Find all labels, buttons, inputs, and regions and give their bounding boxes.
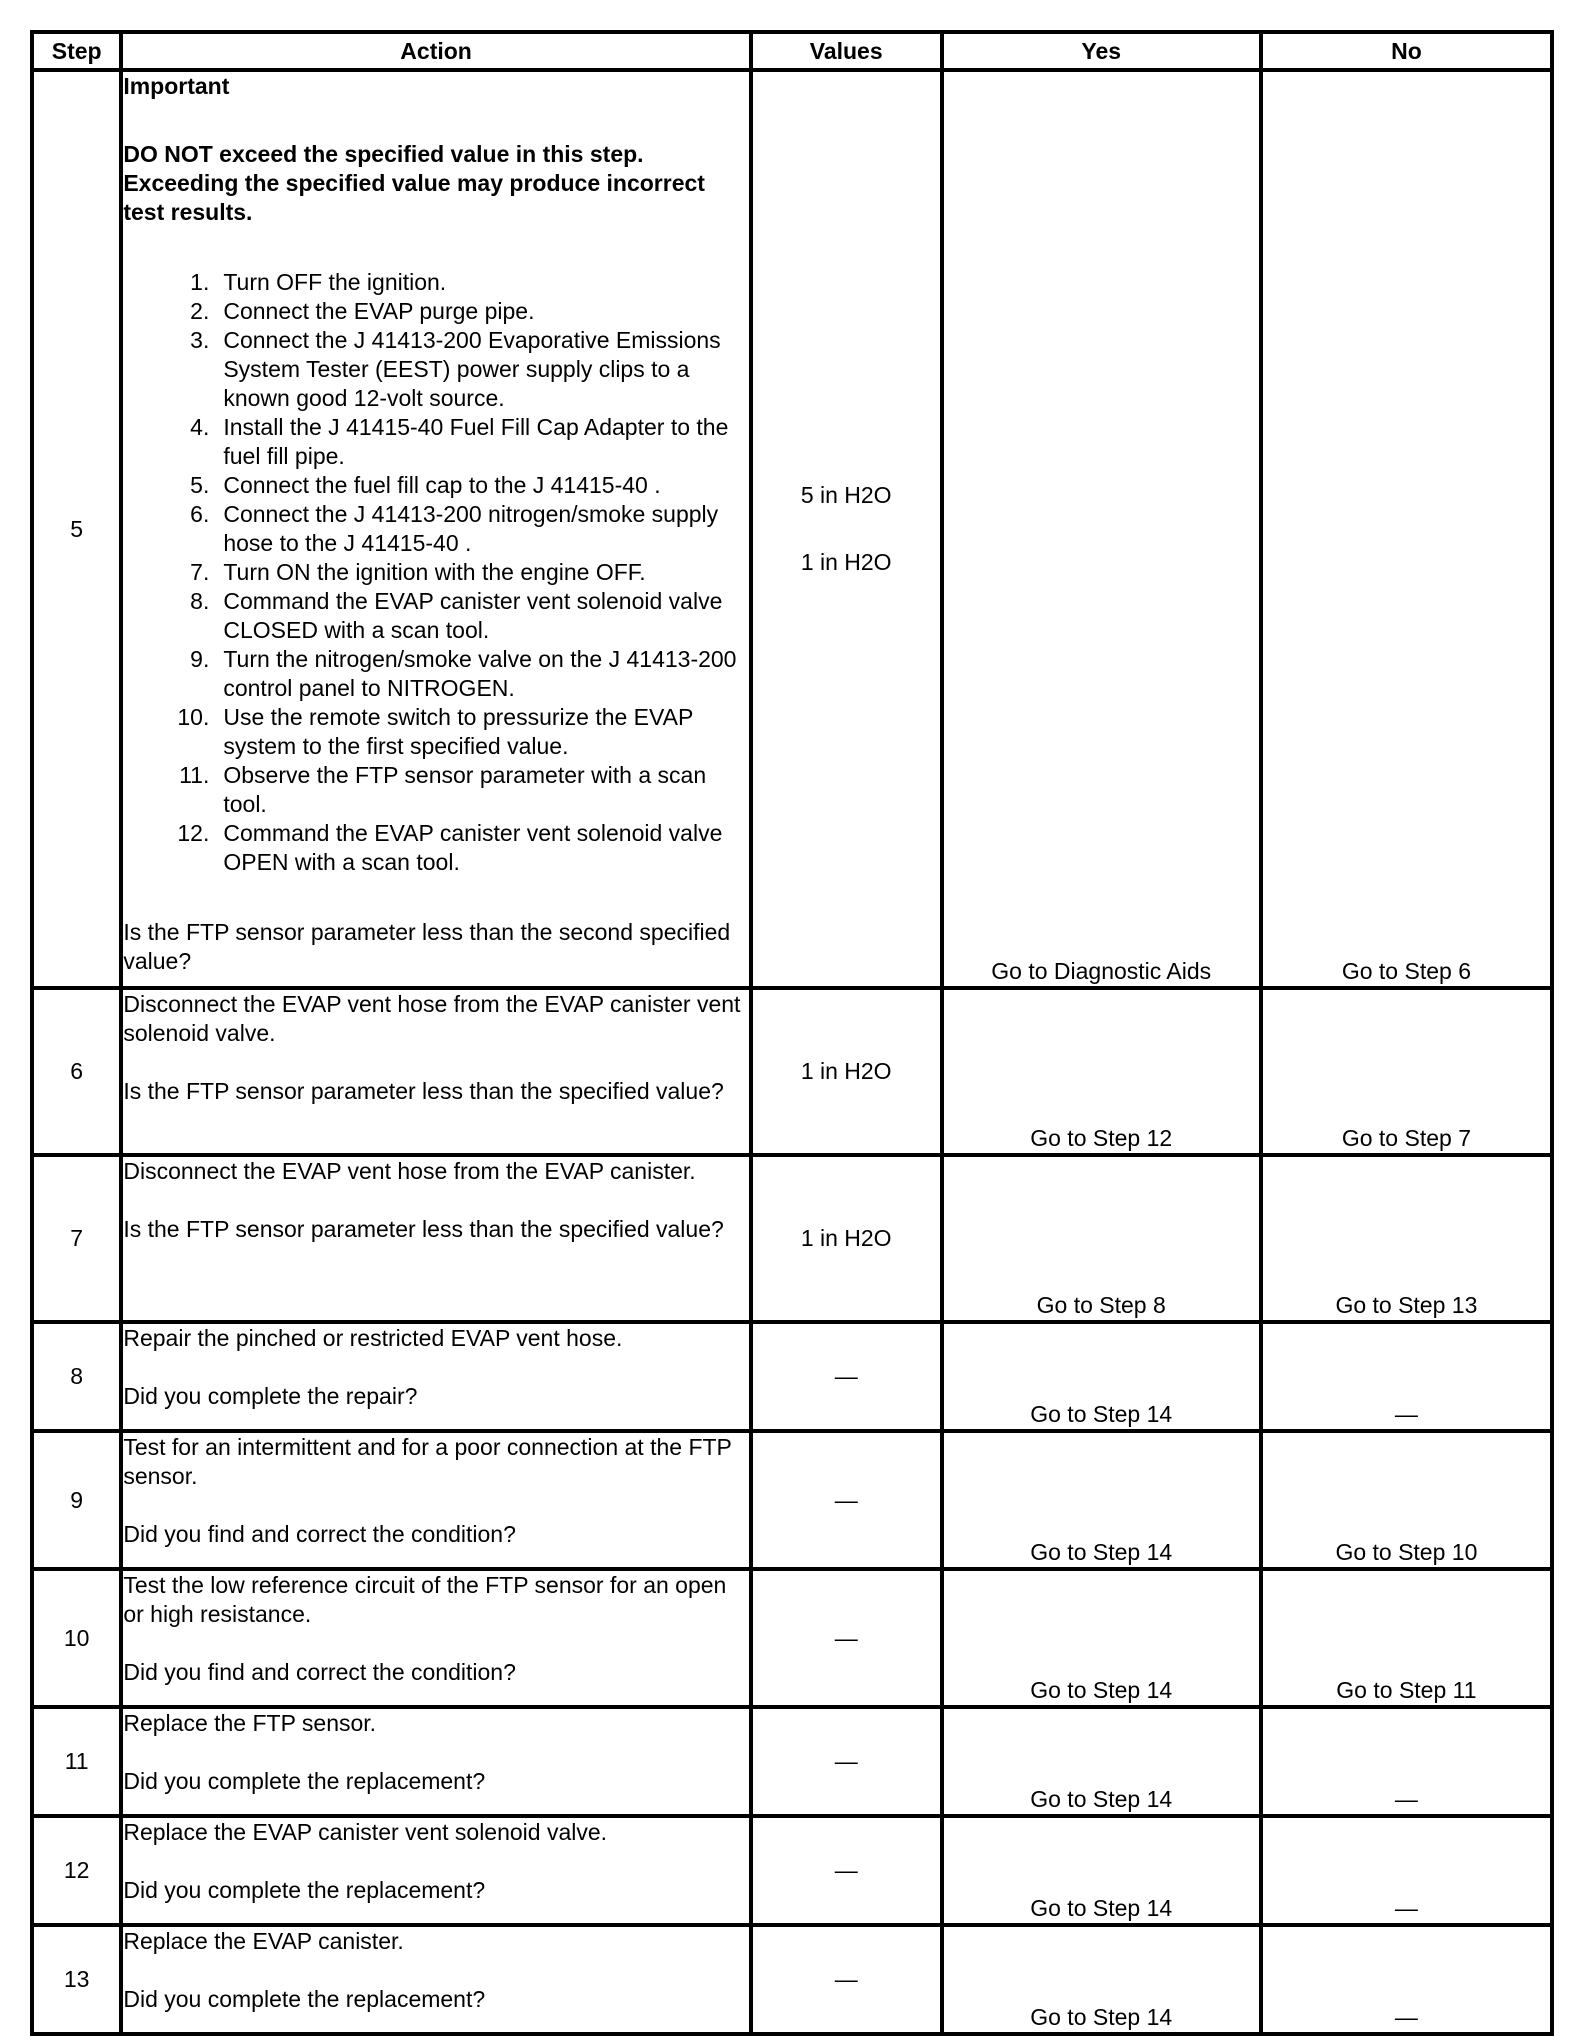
yes-cell: Go to Step 14	[942, 1322, 1261, 1431]
table-row	[32, 70, 1552, 988]
action-text: Repair the pinched or restricted EVAP vent hose.	[123, 1325, 623, 1351]
sub-step-number: 2.	[190, 298, 210, 324]
sub-step-text: Turn ON the ignition with the engine OFF.	[223, 559, 646, 585]
values-cell	[751, 70, 942, 988]
important-note: DO NOT exceed the specified value in this step. Exceeding the specified value may produce incorrect test results.	[123, 141, 705, 225]
step-number: 6	[32, 988, 121, 1155]
values-cell: —	[751, 1431, 942, 1569]
list-item	[123, 500, 748, 558]
list-item	[123, 703, 748, 761]
step-number: 13	[32, 1925, 121, 2034]
values-cell: —	[751, 1322, 942, 1431]
sub-step-text: Connect the EVAP purge pipe.	[223, 298, 535, 324]
yes-cell: Go to Step 8	[942, 1155, 1261, 1322]
table-row	[32, 1431, 1552, 1569]
step-number: 12	[32, 1816, 121, 1925]
table-row	[32, 1925, 1552, 2034]
action-text: Test for an intermittent and for a poor connection at the FTP sensor.	[123, 1434, 732, 1489]
sub-step-number: 12.	[177, 820, 210, 846]
action-cell	[121, 1155, 750, 1322]
sub-step-text: Command the EVAP canister vent solenoid valve CLOSED with a scan tool.	[223, 588, 723, 643]
header-no: No	[1261, 32, 1552, 70]
sub-step-number: 10.	[177, 704, 210, 730]
sub-step-number: 1.	[190, 269, 210, 295]
action-text: Disconnect the EVAP vent hose from the EVAP canister vent solenoid valve.	[123, 991, 741, 1046]
action-cell	[121, 1816, 750, 1925]
no-cell: Go to Step 13	[1261, 1155, 1552, 1322]
question-text: Did you complete the replacement?	[123, 1986, 486, 2012]
important-label: Important	[123, 73, 230, 99]
values-cell: 1 in H2O	[751, 988, 942, 1155]
diagnostic-table	[30, 30, 1554, 2036]
value-first: 5 in H2O	[800, 482, 892, 508]
header-row	[32, 32, 1552, 70]
action-text: Disconnect the EVAP vent hose from the EVAP canister.	[123, 1158, 696, 1184]
sub-step-text: Command the EVAP canister vent solenoid valve OPEN with a scan tool.	[223, 820, 723, 875]
yes-cell: Go to Step 14	[942, 1707, 1261, 1816]
step-number: 11	[32, 1707, 121, 1816]
yes-cell: Go to Step 14	[942, 1431, 1261, 1569]
step-number: 9	[32, 1431, 121, 1569]
action-cell	[121, 70, 750, 988]
no-cell: —	[1261, 1322, 1552, 1431]
sub-step-text: Connect the fuel fill cap to the J 41415-40 .	[223, 472, 661, 498]
table-row	[32, 1707, 1552, 1816]
list-item	[123, 471, 748, 500]
no-cell: Go to Step 10	[1261, 1431, 1552, 1569]
step-number: 5	[32, 70, 121, 988]
action-cell	[121, 988, 750, 1155]
action-cell	[121, 1322, 750, 1431]
yes-cell: Go to Step 12	[942, 988, 1261, 1155]
header-action: Action	[121, 32, 750, 70]
header-yes: Yes	[942, 32, 1261, 70]
values-cell: —	[751, 1569, 942, 1707]
no-cell: Go to Step 11	[1261, 1569, 1552, 1707]
question-text: Is the FTP sensor parameter less than the specified value?	[123, 1078, 724, 1104]
sub-step-number: 4.	[190, 414, 210, 440]
header-values: Values	[751, 32, 942, 70]
sub-step-text: Use the remote switch to pressurize the EVAP system to the first specified value.	[223, 704, 693, 759]
sub-step-list	[123, 268, 748, 877]
step-number: 8	[32, 1322, 121, 1431]
values-cell: —	[751, 1925, 942, 2034]
question-text: Did you complete the replacement?	[123, 1768, 486, 1794]
sub-step-number: 6.	[190, 501, 210, 527]
list-item	[123, 587, 748, 645]
values-cell: —	[751, 1816, 942, 1925]
action-text: Replace the FTP sensor.	[123, 1710, 377, 1736]
sub-step-number: 11.	[179, 762, 210, 788]
sub-step-number: 3.	[190, 327, 210, 353]
no-cell: —	[1261, 1707, 1552, 1816]
action-text: Replace the EVAP canister vent solenoid valve.	[123, 1819, 608, 1845]
table-row	[32, 1322, 1552, 1431]
yes-cell: Go to Step 14	[942, 1816, 1261, 1925]
sub-step-text: Turn the nitrogen/smoke valve on the J 41413-200 control panel to NITROGEN.	[223, 646, 737, 701]
sub-step-text: Connect the J 41413-200 nitrogen/smoke supply hose to the J 41415-40 .	[223, 501, 719, 556]
list-item	[123, 326, 748, 413]
action-text: Replace the EVAP canister.	[123, 1928, 404, 1954]
action-text: Test the low reference circuit of the FTP sensor for an open or high resistance.	[123, 1572, 727, 1627]
sub-step-text: Turn OFF the ignition.	[223, 269, 447, 295]
action-cell	[121, 1925, 750, 2034]
action-cell	[121, 1569, 750, 1707]
question-text: Did you find and correct the condition?	[123, 1521, 516, 1547]
values-cell: —	[751, 1707, 942, 1816]
list-item	[123, 819, 748, 877]
list-item	[123, 558, 748, 587]
sub-step-number: 8.	[190, 588, 210, 614]
yes-cell: Go to Step 14	[942, 1569, 1261, 1707]
value-second: 1 in H2O	[800, 549, 892, 575]
step-number: 7	[32, 1155, 121, 1322]
table-row	[32, 1155, 1552, 1322]
table-row	[32, 988, 1552, 1155]
yes-cell: Go to Diagnostic Aids	[942, 70, 1261, 988]
table-row	[32, 1569, 1552, 1707]
sub-step-number: 9.	[190, 646, 210, 672]
header-step: Step	[32, 32, 121, 70]
sub-step-text: Observe the FTP sensor parameter with a scan tool.	[223, 762, 707, 817]
table-row	[32, 1816, 1552, 1925]
question-text: Is the FTP sensor parameter less than the specified value?	[123, 1216, 724, 1242]
no-cell: —	[1261, 1816, 1552, 1925]
sub-step-text: Install the J 41415-40 Fuel Fill Cap Adapter to the fuel fill pipe.	[223, 414, 729, 469]
no-cell: Go to Step 6	[1261, 70, 1552, 988]
action-cell	[121, 1707, 750, 1816]
no-cell: —	[1261, 1925, 1552, 2034]
question-text: Did you complete the replacement?	[123, 1877, 486, 1903]
sub-step-text: Connect the J 41413-200 Evaporative Emissions System Tester (EEST) power supply clips to a known good 12-volt source.	[223, 327, 721, 411]
question-text: Did you find and correct the condition?	[123, 1659, 516, 1685]
no-cell: Go to Step 7	[1261, 988, 1552, 1155]
action-cell	[121, 1431, 750, 1569]
values-cell: 1 in H2O	[751, 1155, 942, 1322]
list-item	[123, 413, 748, 471]
list-item	[123, 297, 748, 326]
step-number: 10	[32, 1569, 121, 1707]
list-item	[123, 645, 748, 703]
sub-step-number: 5.	[190, 472, 210, 498]
list-item	[123, 761, 748, 819]
sub-step-number: 7.	[190, 559, 210, 585]
question-text: Did you complete the repair?	[123, 1383, 418, 1409]
list-item	[123, 268, 748, 297]
yes-cell: Go to Step 14	[942, 1925, 1261, 2034]
question-text: Is the FTP sensor parameter less than the second specified value?	[123, 919, 731, 974]
